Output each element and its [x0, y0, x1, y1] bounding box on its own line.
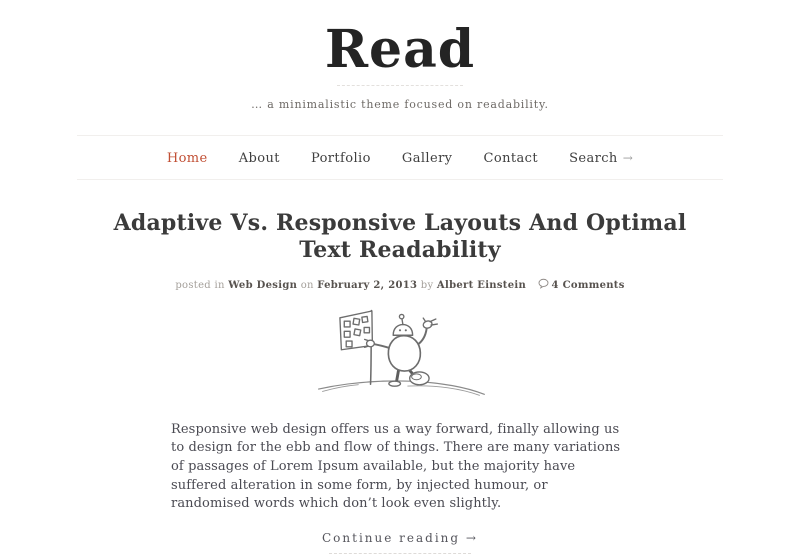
nav-item-search[interactable]	[569, 151, 633, 166]
post-meta	[0, 278, 800, 291]
robot-sketch-illustration	[290, 295, 510, 421]
nav-item-portfolio[interactable]: Portfolio	[310, 151, 371, 166]
main-navigation	[77, 135, 723, 180]
meta-author-link[interactable]: Albert Einstein	[436, 279, 527, 291]
post-excerpt: Responsive web design offers us a way forward, finally allowing us to design for the ebb and flow of things. There are many variations of passages of Lorem Ipsum available, but the majority have suffered alteration in some form, by injected humour, or randomised words which don’t look even slightly.	[171, 421, 621, 512]
post-card	[0, 210, 800, 554]
nav-item-home[interactable]: Home	[166, 151, 208, 166]
nav-item-gallery[interactable]: Gallery	[401, 151, 453, 166]
right-arrow-icon: →	[622, 151, 634, 165]
site-tagline: … a minimalistic theme focused on readability.	[251, 98, 549, 111]
continue-reading-label: Continue reading	[322, 531, 461, 546]
meta-by-label: by	[420, 279, 434, 291]
meta-on-label: on	[300, 279, 314, 291]
nav-item-search-label: Search	[569, 151, 618, 166]
site-header	[0, 0, 800, 111]
meta-comments-link[interactable]: 4 Comments	[551, 279, 625, 291]
post-thumbnail[interactable]	[290, 295, 510, 421]
continue-reading-link[interactable]	[322, 531, 478, 545]
logo-dashed-divider	[337, 85, 463, 86]
meta-date-link[interactable]: February 2, 2013	[317, 279, 418, 291]
site-logo[interactable]: Read	[324, 19, 476, 80]
continue-reading-wrap	[0, 527, 800, 546]
nav-item-contact[interactable]: Contact	[483, 151, 538, 166]
speech-bubble-icon	[538, 278, 549, 289]
nav-item-about[interactable]: About	[238, 151, 280, 166]
post-title[interactable]: Adaptive Vs. Responsive Layouts And Optimal Text Readability	[113, 210, 687, 264]
meta-category-link[interactable]: Web Design	[228, 279, 298, 291]
meta-posted-in-label: posted in	[175, 279, 225, 291]
right-arrow-icon: →	[465, 531, 478, 546]
